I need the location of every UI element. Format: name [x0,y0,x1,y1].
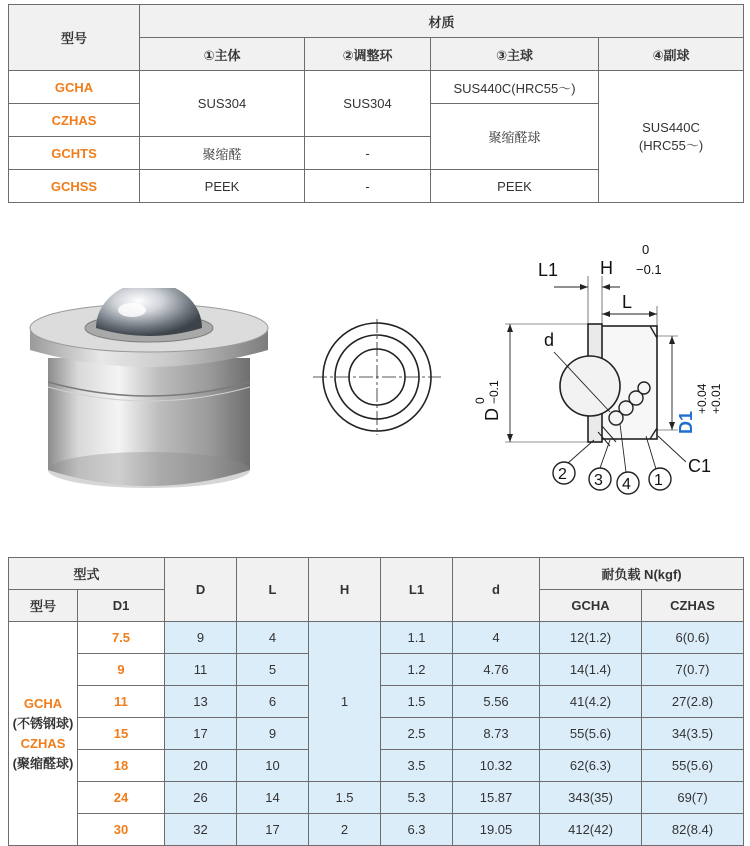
spec-d: 8.73 [453,718,540,750]
material-main-ball-pom: 聚缩醛球 [431,104,599,170]
spec-header-H: H [309,558,381,622]
spec-D: 17 [165,718,237,750]
spec-d: 10.32 [453,750,540,782]
spec-D1: 7.5 [78,622,165,654]
dim-D-tol-upper: 0 [473,397,487,404]
dim-H-tol-lower: −0.1 [636,262,662,277]
spec-header-L: L [237,558,309,622]
spec-D: 13 [165,686,237,718]
material-ring-sus304: SUS304 [305,71,431,137]
spec-load-gcha: 14(1.4) [540,654,642,686]
spec-L1: 6.3 [381,814,453,846]
spec-L1: 3.5 [381,750,453,782]
material-body-sus304: SUS304 [140,71,305,137]
callout-2: 2 [558,466,567,483]
material-sub-header-ring: ②调整环 [305,38,431,71]
spec-L: 4 [237,622,309,654]
spec-header-load: 耐负载 N(kgf) [540,558,744,590]
spec-H: 2 [309,814,381,846]
spec-H-merged: 1 [309,622,381,782]
spec-D: 32 [165,814,237,846]
material-row-model-gchss: GCHSS [9,170,140,203]
spec-header-d: d [453,558,540,622]
dim-d-label: d [544,330,555,350]
section-main-ball [560,356,620,416]
dim-L1-label: L1 [538,260,559,280]
dim-D-tol-lower: −0.1 [487,380,501,404]
spec-load-czhas: 7(0.7) [642,654,744,686]
spec-L1: 1.1 [381,622,453,654]
spec-D1: 15 [78,718,165,750]
material-gchss-body: PEEK [140,170,305,203]
spec-load-gcha: 55(5.6) [540,718,642,750]
spec-L: 14 [237,782,309,814]
spec-L1: 1.2 [381,654,453,686]
material-row-model-czhas: CZHAS [9,104,140,137]
spec-d: 19.05 [453,814,540,846]
spec-L: 17 [237,814,309,846]
spec-header-D: D [165,558,237,622]
spec-D1: 9 [78,654,165,686]
spec-L1: 5.3 [381,782,453,814]
spec-load-czhas: 34(3.5) [642,718,744,750]
material-gchss-ring: - [305,170,431,203]
spec-model-gcha-note: (不锈钢球) [12,715,74,731]
spec-d: 4 [453,622,540,654]
spec-L: 10 [237,750,309,782]
dim-D1-tol-upper: +0.04 [695,383,709,414]
spec-header-D1: D1 [78,590,165,622]
table-row [9,782,744,814]
material-sub-header-main-ball: ③主球 [431,38,599,71]
photo-ball [96,288,202,336]
dim-D1-tol-lower: +0.01 [709,383,723,414]
spec-load-czhas: 55(5.6) [642,750,744,782]
material-row-model-gcha: GCHA [9,71,140,104]
spec-load-gcha: 62(6.3) [540,750,642,782]
ball-transfer-photo [24,288,274,496]
spec-d: 4.76 [453,654,540,686]
spec-model-czhas: CZHAS [20,735,66,751]
spec-D1: 11 [78,686,165,718]
spec-D: 11 [165,654,237,686]
spec-D: 20 [165,750,237,782]
spec-load-gcha: 41(4.2) [540,686,642,718]
spec-d: 15.87 [453,782,540,814]
spec-table [8,557,744,846]
spec-D1: 30 [78,814,165,846]
callout-3: 3 [594,472,603,489]
spec-load-gcha: 412(42) [540,814,642,846]
spec-d: 5.56 [453,686,540,718]
spec-L1: 2.5 [381,718,453,750]
spec-load-czhas: 69(7) [642,782,744,814]
table-row [9,814,744,846]
dim-D-label: D [482,408,502,421]
dim-L-label: L [622,292,633,312]
material-sub-header-body: ①主体 [140,38,305,71]
section-view-drawing [460,236,735,500]
spec-header-gcha: GCHA [540,590,642,622]
material-sub-header-sub-ball: ④副球 [599,38,744,71]
dim-H-tol-upper: 0 [642,242,650,257]
spec-load-gcha: 343(35) [540,782,642,814]
spec-model-gcha: GCHA [23,695,63,711]
spec-D1: 18 [78,750,165,782]
spec-header-type: 型式 [9,558,165,590]
spec-L1: 1.5 [381,686,453,718]
material-row-model-gchts: GCHTS [9,137,140,170]
callout-1: 1 [654,472,663,489]
spec-header-czhas: CZHAS [642,590,744,622]
material-gchts-body: 聚缩醛 [140,137,305,170]
spec-D: 26 [165,782,237,814]
spec-header-L1: L1 [381,558,453,622]
spec-H: 1.5 [309,782,381,814]
material-table [8,4,744,203]
dim-H-label: H [600,258,613,278]
spec-model-czhas-note: (聚缩醛球) [12,755,74,771]
spec-header-model: 型号 [9,590,78,622]
spec-L: 9 [237,718,309,750]
callout-4: 4 [622,476,631,493]
material-gchss-ball: PEEK [431,170,599,203]
material-sub-ball: SUS440C (HRC55～) [599,71,744,203]
material-gchts-ring: - [305,137,431,170]
material-main-ball-gcha: SUS440C(HRC55～) [431,71,599,104]
spec-load-gcha: 12(1.2) [540,622,642,654]
spec-load-czhas: 82(8.4) [642,814,744,846]
spec-L: 6 [237,686,309,718]
spec-load-czhas: 27(2.8) [642,686,744,718]
spec-D: 9 [165,622,237,654]
table-row [9,622,744,654]
spec-D1: 24 [78,782,165,814]
front-view-drawing [313,318,443,436]
dim-C1-label: C1 [688,456,712,476]
spec-L: 5 [237,654,309,686]
spec-load-czhas: 6(0.6) [642,622,744,654]
dim-D1-label: D1 [676,410,696,434]
material-header-model: 型号 [9,5,140,71]
spec-model-cell [9,622,78,846]
material-header-material: 材质 [140,5,744,38]
